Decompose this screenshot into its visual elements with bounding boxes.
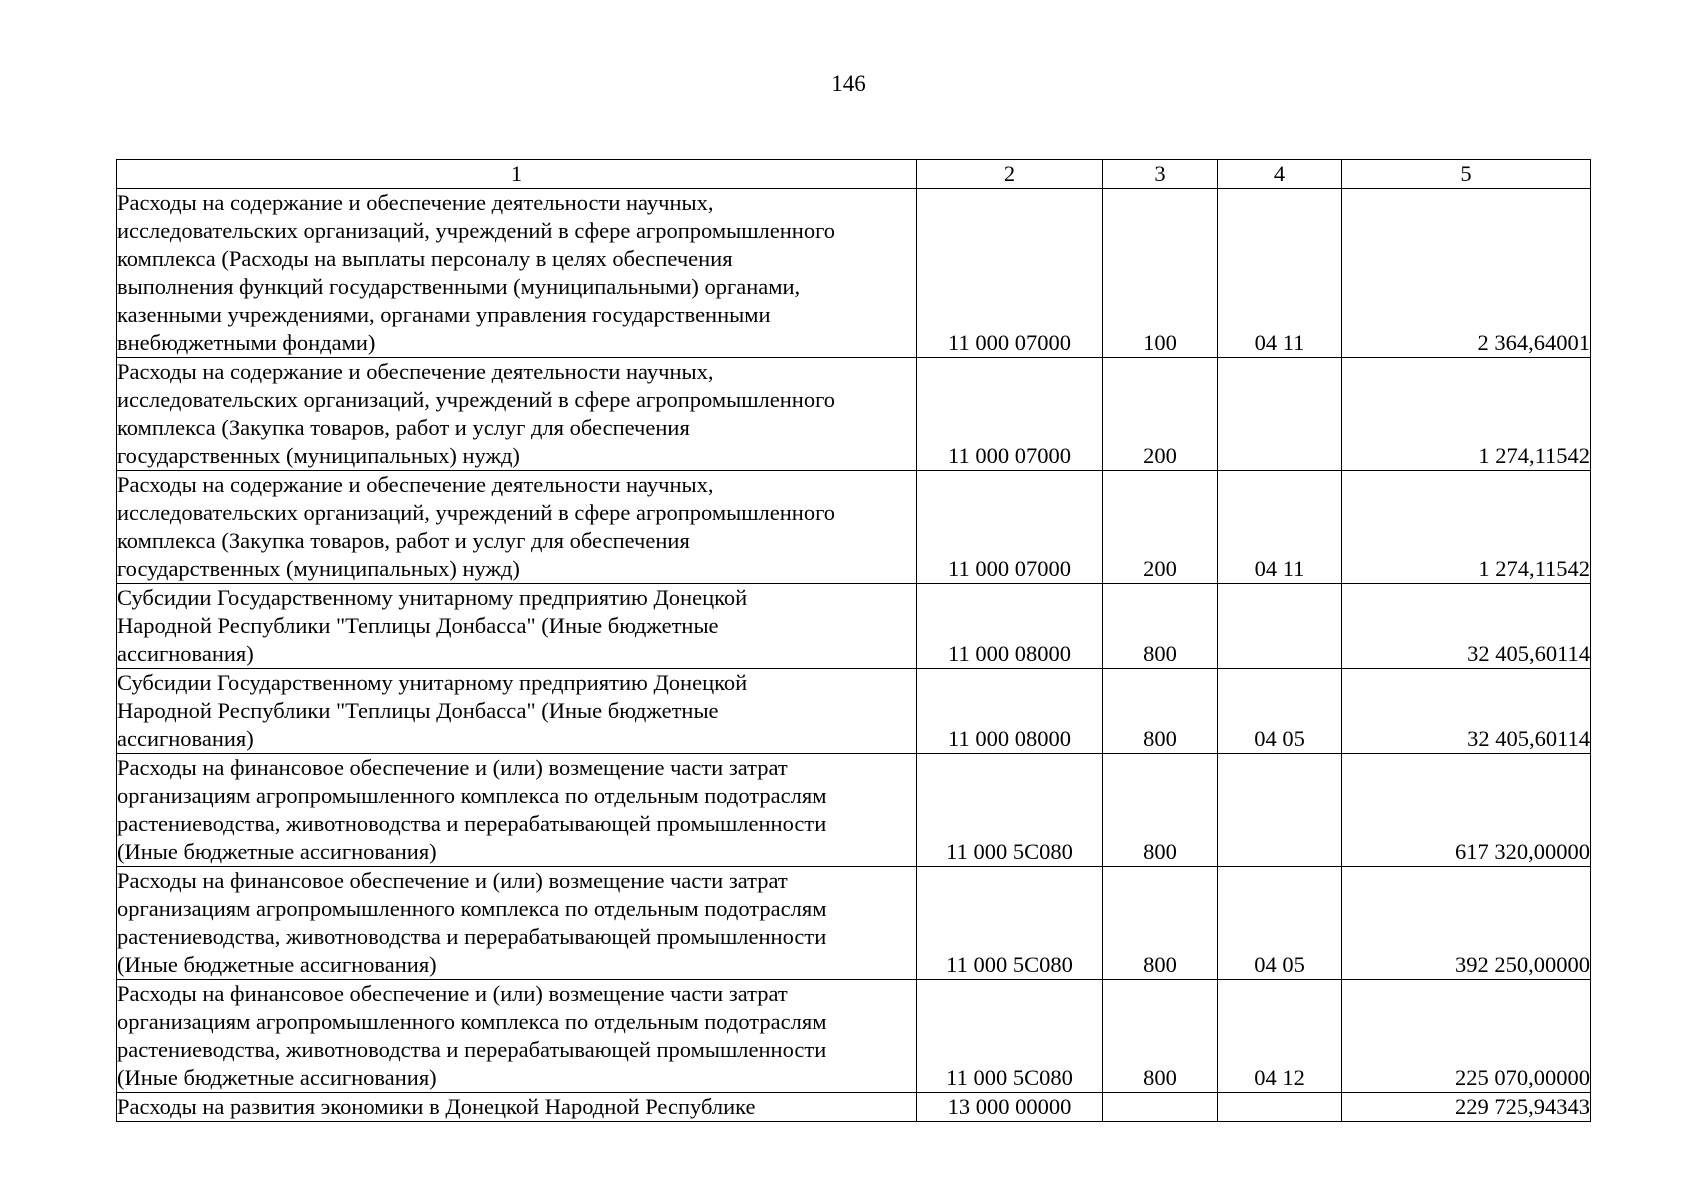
column-header-2: 2: [917, 160, 1103, 189]
amount: 1 274,11542: [1342, 471, 1591, 584]
column-header-4: 4: [1218, 160, 1342, 189]
table-row: [117, 471, 1591, 584]
amount: 32 405,60114: [1342, 669, 1591, 754]
table-row: [117, 189, 1591, 358]
expense-type: 800: [1103, 669, 1218, 754]
table-row: [117, 980, 1591, 1093]
expense-description: Расходы на финансовое обеспечение и (или) возмещение части затрат организациям агропромышленного комплекса по отдельным подотраслям растениеводства, животноводства и перерабатывающей промышленности (Иные бюджетные ассигнования): [117, 980, 917, 1093]
expense-type: [1103, 1093, 1218, 1122]
table-row: [117, 358, 1591, 471]
amount: 32 405,60114: [1342, 584, 1591, 669]
expense-description: Субсидии Государственному унитарному предприятию Донецкой Народной Республики "Теплицы Донбасса" (Иные бюджетные ассигнования): [117, 584, 917, 669]
amount: 617 320,00000: [1342, 754, 1591, 867]
column-header-1: 1: [117, 160, 917, 189]
expense-description: Расходы на содержание и обеспечение деятельности научных, исследовательских организаций, учреждений в сфере агропромышленного комплекса (Закупка товаров, работ и услуг для обеспечения государственных (муниципальных) нужд): [117, 471, 917, 584]
expense-description: Расходы на развития экономики в Донецкой Народной Республике: [117, 1093, 917, 1122]
amount: 229 725,94343: [1342, 1093, 1591, 1122]
section-code: [1218, 754, 1342, 867]
section-code: 04 11: [1218, 189, 1342, 358]
table-row: [117, 1093, 1591, 1122]
page-number: 146: [831, 71, 866, 96]
column-header-5: 5: [1342, 160, 1591, 189]
target-code: 13 000 00000: [917, 1093, 1103, 1122]
target-code: 11 000 5С080: [917, 754, 1103, 867]
section-code: 04 11: [1218, 471, 1342, 584]
table-row: [117, 867, 1591, 980]
table-header-row: [117, 160, 1591, 189]
budget-table: [116, 159, 1591, 1122]
section-code: [1218, 358, 1342, 471]
section-code: 04 12: [1218, 980, 1342, 1093]
amount: 392 250,00000: [1342, 867, 1591, 980]
expense-description: Расходы на содержание и обеспечение деятельности научных, исследовательских организаций, учреждений в сфере агропромышленного комплекса (Расходы на выплаты персоналу в целях обеспечения выполнения функций государственными (муниципальными) органами, казенными учреждениями, органами управления государственными внебюджетными фондами): [117, 189, 917, 358]
column-header-3: 3: [1103, 160, 1218, 189]
amount: 1 274,11542: [1342, 358, 1591, 471]
expense-description: Расходы на финансовое обеспечение и (или) возмещение части затрат организациям агропромышленного комплекса по отдельным подотраслям растениеводства, животноводства и перерабатывающей промышленности (Иные бюджетные ассигнования): [117, 867, 917, 980]
section-code: 04 05: [1218, 669, 1342, 754]
target-code: 11 000 07000: [917, 358, 1103, 471]
amount: 2 364,64001: [1342, 189, 1591, 358]
expense-type: 800: [1103, 980, 1218, 1093]
target-code: 11 000 5С080: [917, 980, 1103, 1093]
expense-type: 200: [1103, 471, 1218, 584]
expense-type: 800: [1103, 867, 1218, 980]
target-code: 11 000 08000: [917, 584, 1103, 669]
expense-description: Расходы на содержание и обеспечение деятельности научных, исследовательских организаций, учреждений в сфере агропромышленного комплекса (Закупка товаров, работ и услуг для обеспечения государственных (муниципальных) нужд): [117, 358, 917, 471]
target-code: 11 000 08000: [917, 669, 1103, 754]
section-code: 04 05: [1218, 867, 1342, 980]
target-code: 11 000 5С080: [917, 867, 1103, 980]
table-row: [117, 669, 1591, 754]
expense-type: 200: [1103, 358, 1218, 471]
expense-type: 800: [1103, 754, 1218, 867]
table-row: [117, 584, 1591, 669]
expense-type: 100: [1103, 189, 1218, 358]
target-code: 11 000 07000: [917, 189, 1103, 358]
section-code: [1218, 584, 1342, 669]
section-code: [1218, 1093, 1342, 1122]
expense-description: Расходы на финансовое обеспечение и (или) возмещение части затрат организациям агропромышленного комплекса по отдельным подотраслям растениеводства, животноводства и перерабатывающей промышленности (Иные бюджетные ассигнования): [117, 754, 917, 867]
table-row: [117, 754, 1591, 867]
expense-description: Субсидии Государственному унитарному предприятию Донецкой Народной Республики "Теплицы Донбасса" (Иные бюджетные ассигнования): [117, 669, 917, 754]
target-code: 11 000 07000: [917, 471, 1103, 584]
amount: 225 070,00000: [1342, 980, 1591, 1093]
expense-type: 800: [1103, 584, 1218, 669]
